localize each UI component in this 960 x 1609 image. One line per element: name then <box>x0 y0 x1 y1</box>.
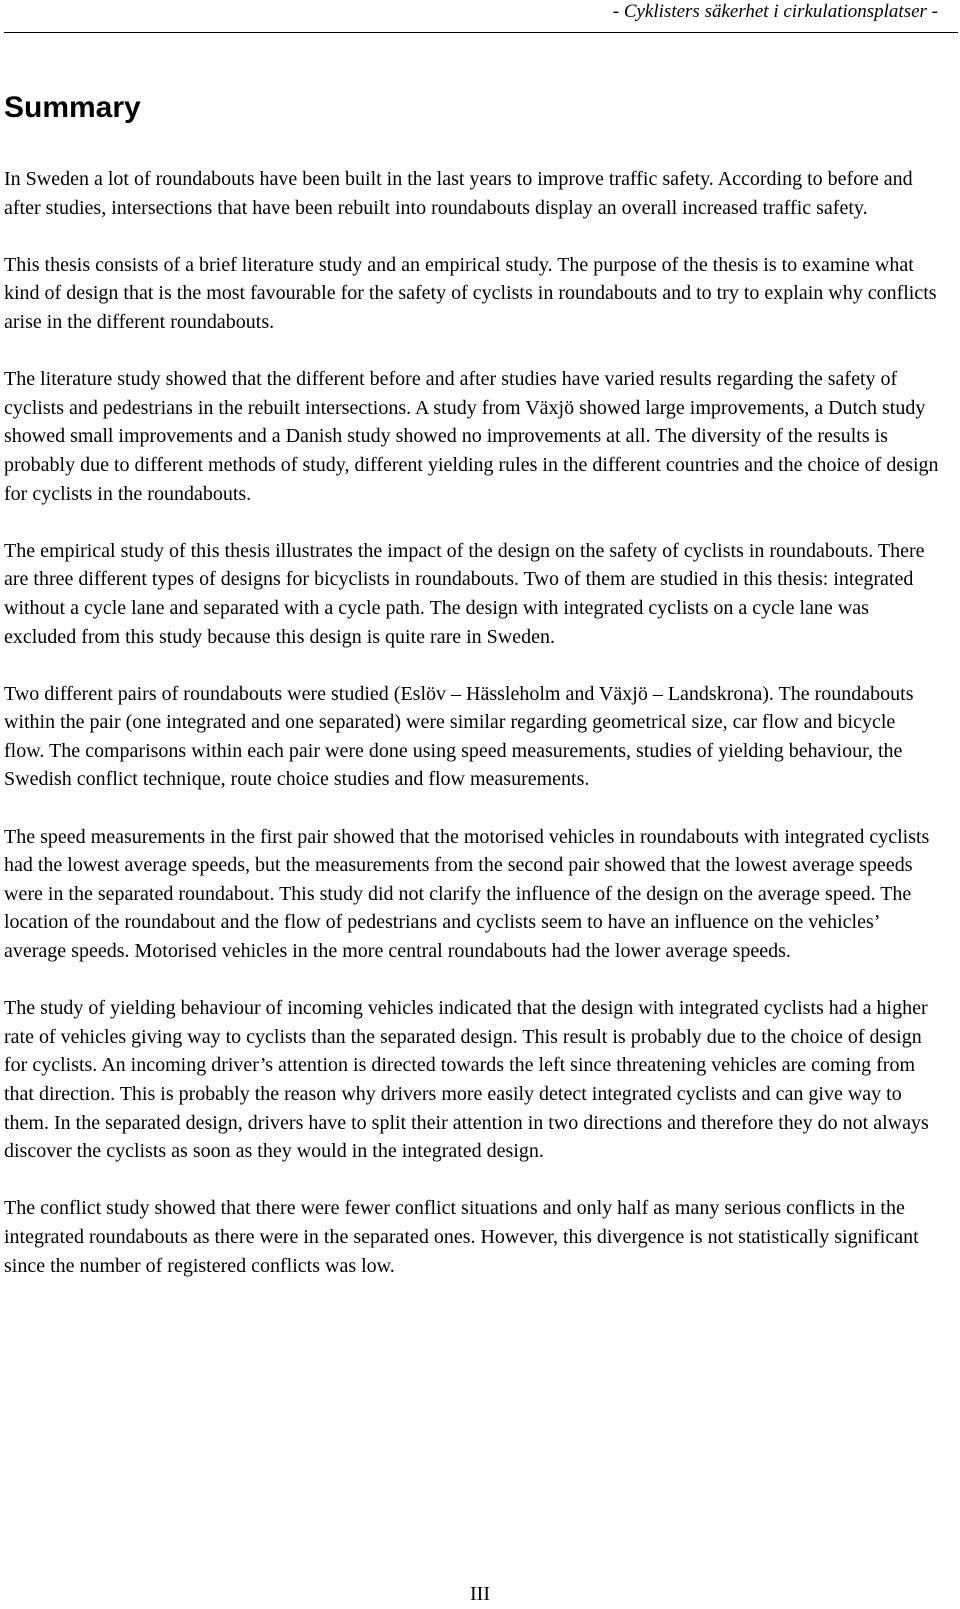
page-number: III <box>470 1583 490 1605</box>
paragraph: This thesis consists of a brief literature study and an empirical study. The purpose of the thesis is to examine what kind of design that is the most favourable for the safety of cyclists in roundabouts and to try to explain why conflicts arise in the different roundabouts. <box>4 253 937 333</box>
section-title: Summary <box>4 91 141 124</box>
paragraph: Two different pairs of roundabouts were studied (Eslöv – Hässleholm and Växjö – Landskrona). The roundabouts within the pair (one integrated and one separated) were similar regarding geometrical size, car flow and bicycle flow. The comparisons within each pair were done using speed measurements, studies of yielding behaviour, the Swedish conflict technique, route choice studies and flow measurements. <box>4 682 914 791</box>
header-divider <box>4 32 958 33</box>
paragraph: The conflict study showed that there were fewer conflict situations and only half as many serious conflicts in the integrated roundabouts as there were in the separated ones. However, this divergence is not statistically significant since the number of registered conflicts was low. <box>4 1197 919 1277</box>
paragraph: The empirical study of this thesis illustrates the impact of the design on the safety of cyclists in roundabouts. There are three different types of designs for bicyclists in roundabouts. Two of them are studied in this thesis: integrated without a cycle lane and separated with a cycle path. The design with integrated cyclists on a cycle lane was excluded from this study because this design is quite rare in Sweden. <box>4 539 925 648</box>
summary-body <box>4 165 940 1309</box>
paragraph: The study of yielding behaviour of incoming vehicles indicated that the design with integrated cyclists had a higher rate of vehicles giving way to cyclists than the separated design. This result is probably due to the choice of design for cyclists. An incoming driver’s attention is directed towards the left since threatening vehicles are coming from that direction. This is probably the reason why drivers more easily detect integrated cyclists and can give way to them. In the separated design, drivers have to split their attention in two directions and therefore they do not always discover the cyclists as soon as they would in the integrated design. <box>4 997 929 1163</box>
running-header: - Cyklisters säkerhet i cirkulationsplatser - <box>612 1 938 22</box>
paragraph: The literature study showed that the different before and after studies have varied results regarding the safety of cyclists and pedestrians in the rebuilt intersections. A study from Växjö showed large improvements, a Dutch study showed small improvements and a Danish study showed no improvements at all. The diversity of the results is probably due to different methods of study, different yielding rules in the different countries and the choice of design for cyclists in the roundabouts. <box>4 368 939 505</box>
paragraph: The speed measurements in the first pair showed that the motorised vehicles in roundabouts with integrated cyclists had the lowest average speeds, but the measurements from the second pair showed that the lowest average speeds were in the separated roundabout. This study did not clarify the influence of the design on the average speed. The location of the roundabout and the flow of pedestrians and cyclists seem to have an influence on the vehicles’ average speeds. Motorised vehicles in the more central roundabouts had the lower average speeds. <box>4 825 930 963</box>
paragraph: In Sweden a lot of roundabouts have been built in the last years to improve traffic safety. According to before and after studies, intersections that have been rebuilt into roundabouts display an overall increased traffic safety. <box>4 168 913 219</box>
